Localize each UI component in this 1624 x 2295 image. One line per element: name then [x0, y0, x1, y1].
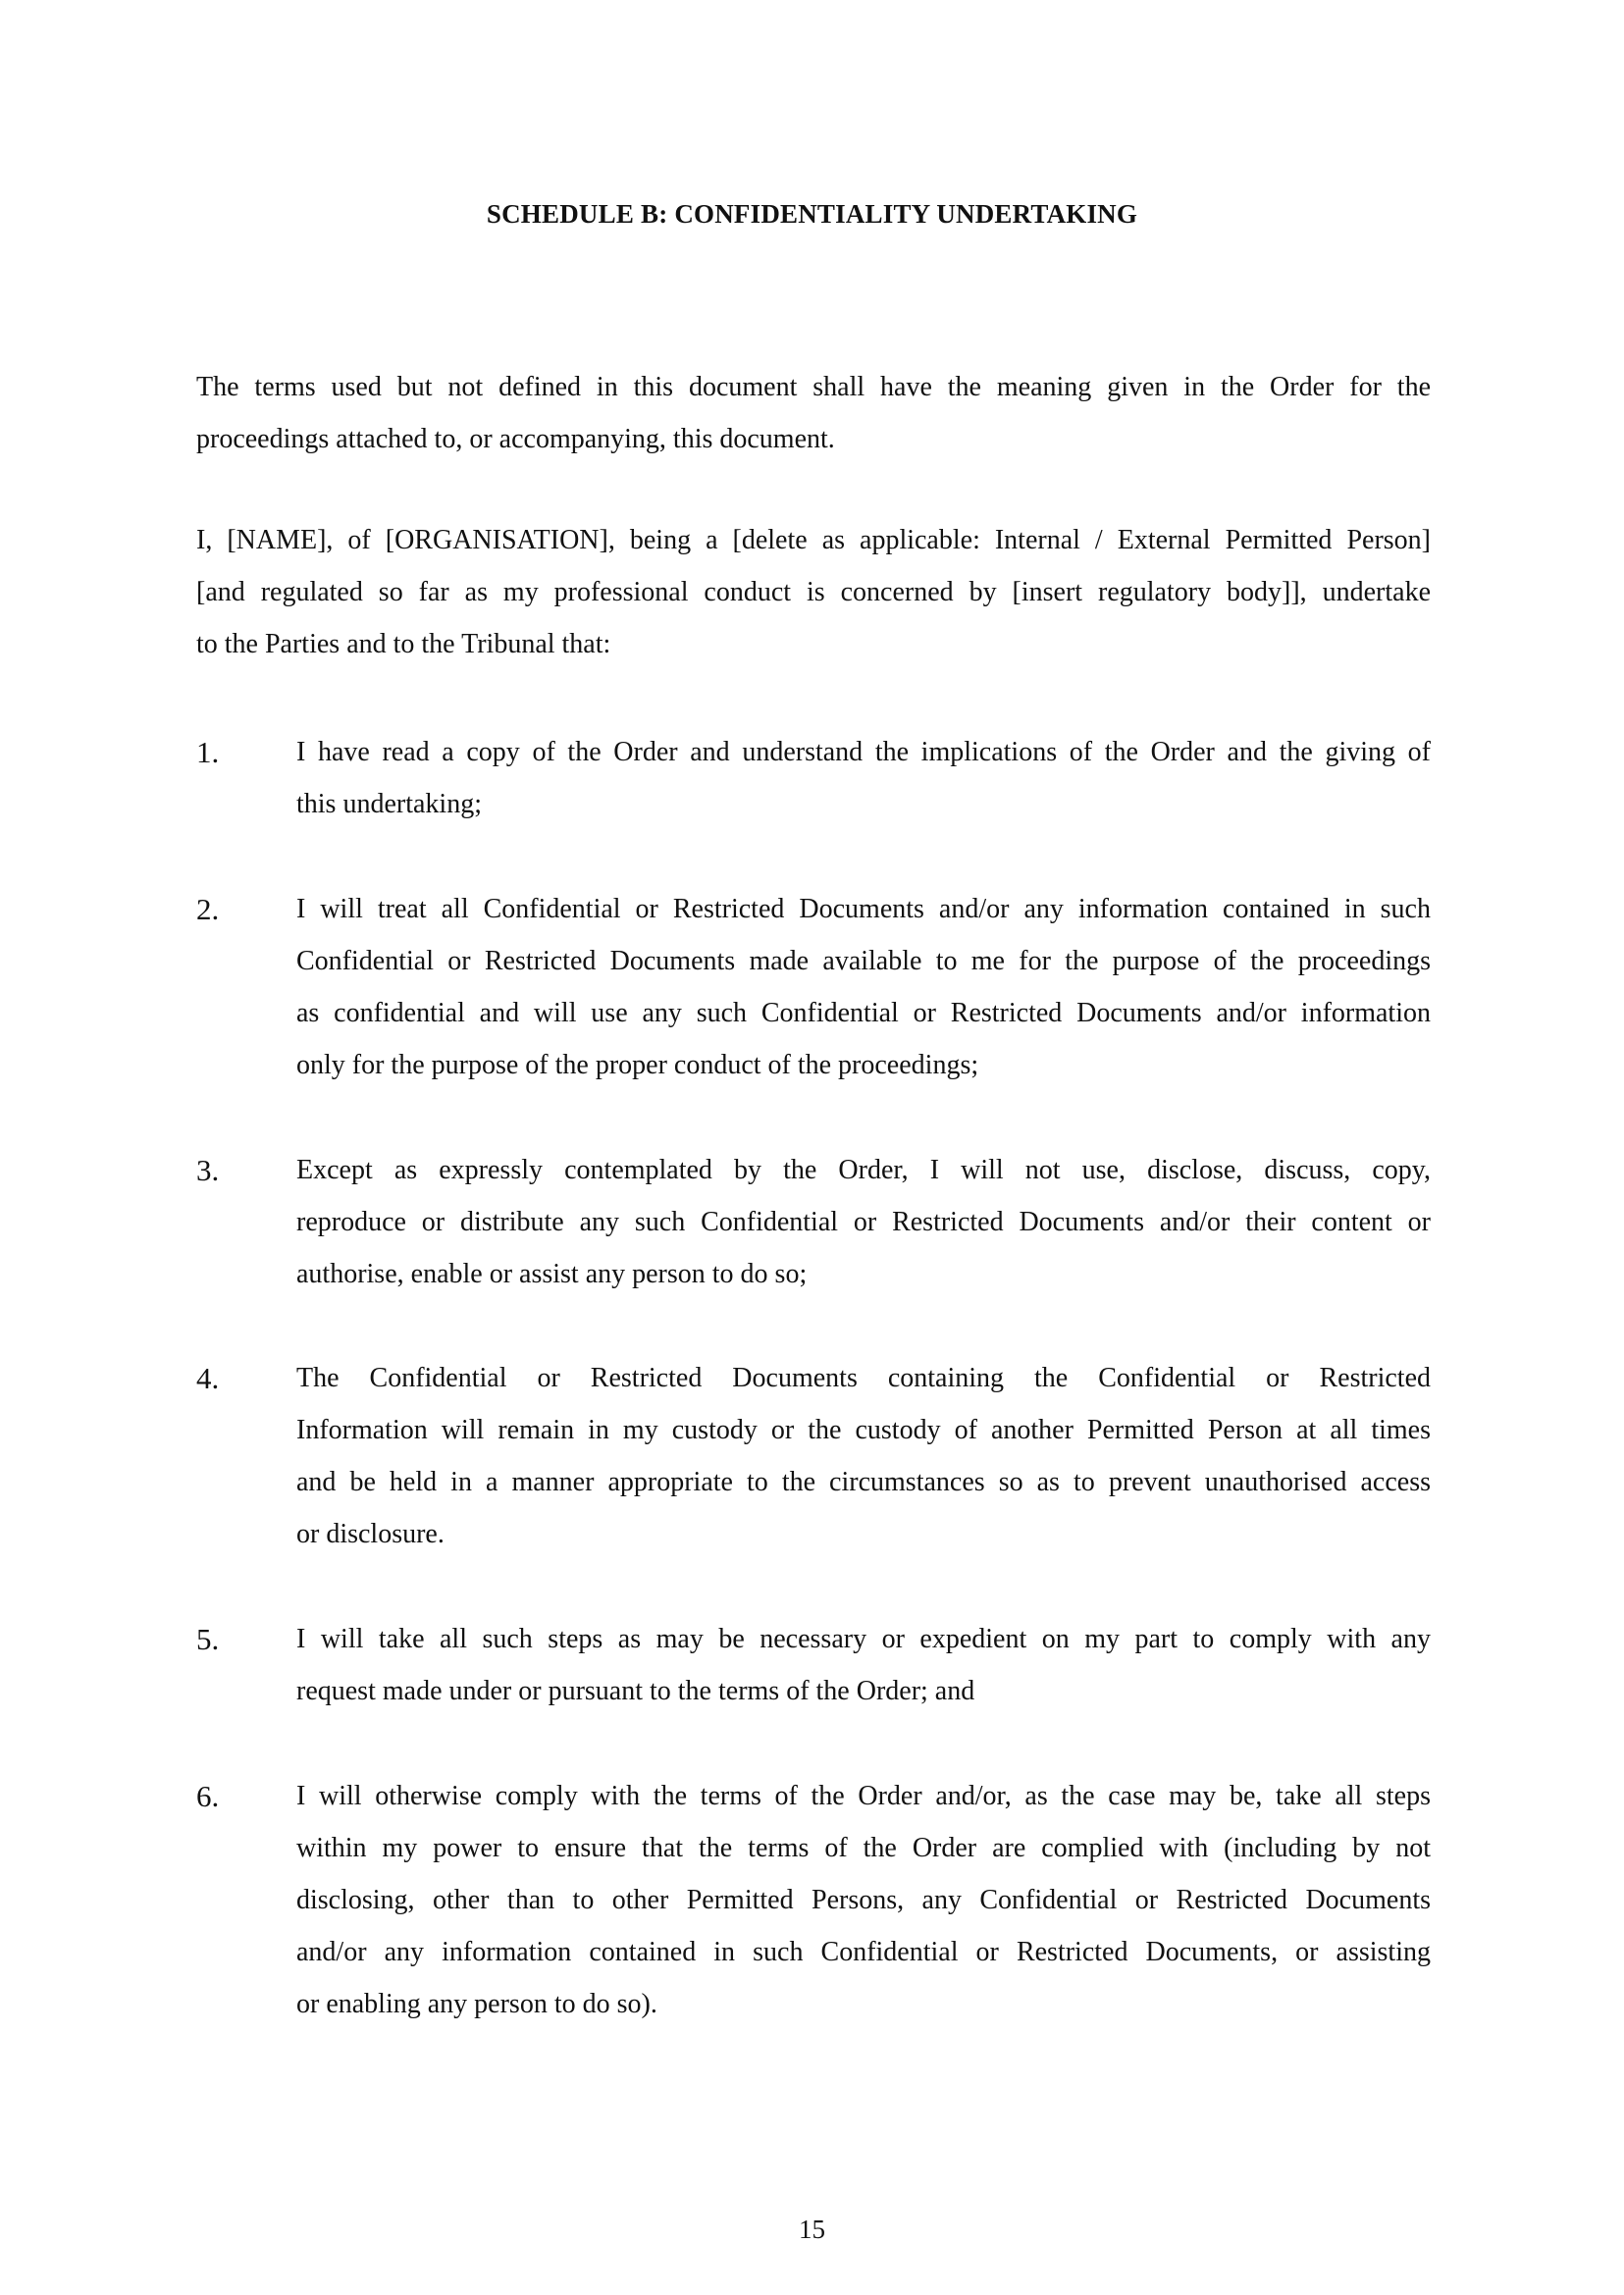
declaration-line: to the Parties and to the Tribunal that: — [196, 629, 611, 659]
item-number: 5. — [196, 1622, 220, 1656]
item-text — [296, 1613, 1431, 1717]
item-text — [296, 883, 1431, 1091]
item-text — [296, 1770, 1431, 2030]
item-line: The Confidential or Restricted Documents containing the Confidential or Restricted — [296, 1363, 1431, 1393]
item-line: I will treat all Confidential or Restricted Documents and/or any information contained in such — [296, 894, 1431, 924]
item-line: I will take all such steps as may be necessary or expedient on my part to comply with any — [296, 1624, 1431, 1654]
item-line: I will otherwise comply with the terms of the Order and/or, as the case may be, take all steps — [296, 1781, 1431, 1811]
item-line: or disclosure. — [296, 1519, 445, 1549]
item-line: this undertaking; — [296, 789, 482, 819]
item-line: and/or any information contained in such Confidential or Restricted Documents, or assisting — [296, 1937, 1431, 1967]
item-line: reproduce or distribute any such Confidential or Restricted Documents and/or their content or — [296, 1207, 1431, 1237]
page-number: 15 — [799, 2215, 825, 2244]
item-line: Confidential or Restricted Documents made available to me for the purpose of the proceedings — [296, 946, 1431, 976]
intro-paragraph — [196, 361, 1431, 465]
declaration-line: I, [NAME], of [ORGANISATION], being a [delete as applicable: Internal / External Permitted Person] — [196, 525, 1431, 555]
item-line: within my power to ensure that the terms of the Order are complied with (including by not — [296, 1833, 1431, 1863]
declaration-paragraph — [196, 514, 1431, 670]
item-line: I have read a copy of the Order and understand the implications of the Order and the giving of — [296, 737, 1431, 767]
item-number: 2. — [196, 892, 220, 926]
item-text — [296, 726, 1431, 830]
declaration-line: [and regulated so far as my professional conduct is concerned by [insert regulatory body]], undertake — [196, 577, 1431, 607]
page-title: SCHEDULE B: CONFIDENTIALITY UNDERTAKING — [486, 199, 1138, 229]
item-number: 3. — [196, 1153, 220, 1187]
item-line: authorise, enable or assist any person to do so; — [296, 1259, 808, 1289]
item-number: 1. — [196, 735, 220, 769]
item-number: 4. — [196, 1361, 220, 1395]
item-line: request made under or pursuant to the terms of the Order; and — [296, 1676, 975, 1706]
item-text — [296, 1144, 1431, 1300]
item-text — [296, 1352, 1431, 1560]
item-line: Information will remain in my custody or the custody of another Permitted Person at all times — [296, 1415, 1431, 1445]
item-line: or enabling any person to do so). — [296, 1989, 657, 2019]
intro-line: The terms used but not defined in this document shall have the meaning given in the Order for the — [196, 372, 1431, 402]
item-line: as confidential and will use any such Confidential or Restricted Documents and/or information — [296, 998, 1431, 1028]
item-line: Except as expressly contemplated by the Order, I will not use, disclose, discuss, copy, — [296, 1155, 1431, 1185]
item-line: and be held in a manner appropriate to the circumstances so as to prevent unauthorised access — [296, 1467, 1431, 1497]
item-line: only for the purpose of the proper conduct of the proceedings; — [296, 1050, 979, 1080]
item-number: 6. — [196, 1779, 220, 1813]
intro-line: proceedings attached to, or accompanying, this document. — [196, 424, 835, 454]
item-line: disclosing, other than to other Permitted Persons, any Confidential or Restricted Documents — [296, 1885, 1431, 1915]
